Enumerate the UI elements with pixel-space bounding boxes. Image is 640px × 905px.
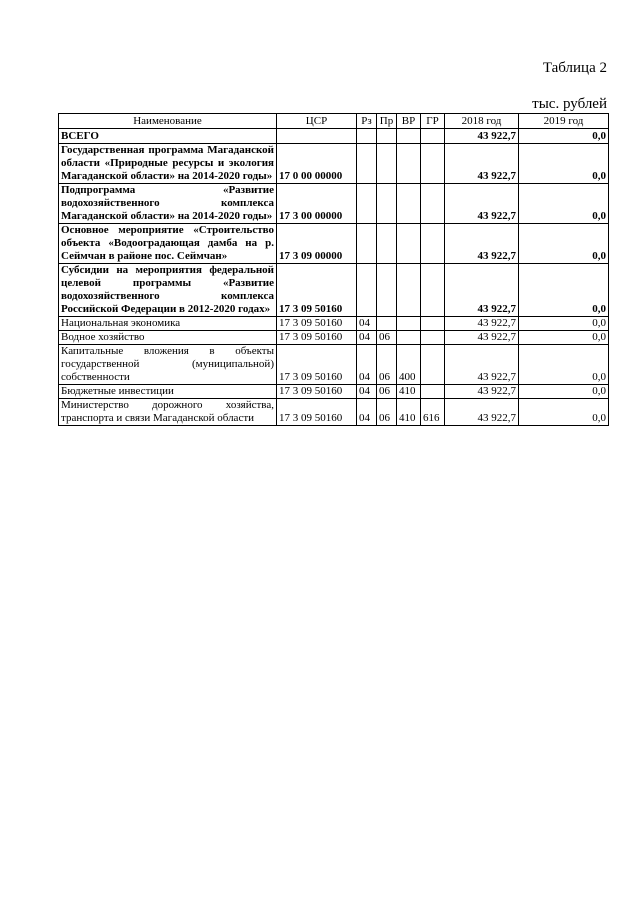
- cell-pr: 06: [377, 385, 397, 399]
- cell-y2019: 0,0: [519, 331, 609, 345]
- cell-csr: 17 3 09 50160: [277, 385, 357, 399]
- cell-vr: [397, 264, 421, 317]
- table-header-row: [59, 114, 609, 129]
- table-row: [59, 331, 609, 345]
- cell-rz: 04: [357, 331, 377, 345]
- cell-gr: [421, 331, 445, 345]
- cell-csr: 17 3 00 00000: [277, 184, 357, 224]
- cell-gr: [421, 317, 445, 331]
- table-row: [59, 144, 609, 184]
- cell-y2019: 0,0: [519, 317, 609, 331]
- cell-csr: 17 3 09 50160: [277, 345, 357, 385]
- cell-vr: [397, 129, 421, 144]
- col-header-rz: Рз: [357, 114, 377, 129]
- cell-rz: [357, 264, 377, 317]
- cell-rz: [357, 129, 377, 144]
- cell-rz: [357, 224, 377, 264]
- table-row: [59, 317, 609, 331]
- col-header-vr: ВР: [397, 114, 421, 129]
- cell-y2018: 43 922,7: [445, 129, 519, 144]
- cell-rz: [357, 144, 377, 184]
- cell-vr: [397, 331, 421, 345]
- cell-pr: [377, 184, 397, 224]
- cell-rz: [357, 184, 377, 224]
- cell-y2019: 0,0: [519, 184, 609, 224]
- cell-name: Основное мероприятие «Строительство объекта «Водооградающая дамба на р. Сеймчан в районе пос. Сеймчан»: [59, 224, 277, 264]
- table-row: [59, 184, 609, 224]
- cell-y2018: 43 922,7: [445, 345, 519, 385]
- cell-rz: 04: [357, 385, 377, 399]
- units-label: тыс. рублей: [532, 96, 607, 112]
- cell-csr: [277, 129, 357, 144]
- table-row: [59, 345, 609, 385]
- cell-vr: 410: [397, 399, 421, 426]
- cell-name: Государственная программа Магаданской области «Природные ресурсы и экология Магаданской области» на 2014-2020 годы»: [59, 144, 277, 184]
- cell-y2018: 43 922,7: [445, 224, 519, 264]
- cell-gr: [421, 264, 445, 317]
- col-header-gr: ГР: [421, 114, 445, 129]
- cell-gr: [421, 184, 445, 224]
- cell-csr: 17 3 09 00000: [277, 224, 357, 264]
- cell-csr: 17 0 00 00000: [277, 144, 357, 184]
- cell-gr: [421, 129, 445, 144]
- cell-vr: [397, 317, 421, 331]
- col-header-pr: Пр: [377, 114, 397, 129]
- cell-csr: 17 3 09 50160: [277, 399, 357, 426]
- cell-pr: 06: [377, 399, 397, 426]
- cell-y2018: 43 922,7: [445, 264, 519, 317]
- cell-pr: 06: [377, 331, 397, 345]
- cell-pr: [377, 264, 397, 317]
- cell-y2018: 43 922,7: [445, 331, 519, 345]
- cell-pr: [377, 317, 397, 331]
- cell-pr: [377, 224, 397, 264]
- cell-vr: 410: [397, 385, 421, 399]
- table-row: [59, 224, 609, 264]
- cell-csr: 17 3 09 50160: [277, 264, 357, 317]
- cell-y2019: 0,0: [519, 144, 609, 184]
- cell-y2018: 43 922,7: [445, 399, 519, 426]
- cell-name: Субсидии на мероприятия федеральной целевой программы «Развитие водохозяйственного комплекса Российской Федерации в 2012-2020 годах»: [59, 264, 277, 317]
- cell-y2019: 0,0: [519, 385, 609, 399]
- cell-pr: [377, 144, 397, 184]
- cell-name: ВСЕГО: [59, 129, 277, 144]
- table-caption: Таблица 2: [542, 60, 607, 76]
- col-header-name: Наименование: [59, 114, 277, 129]
- cell-y2019: 0,0: [519, 399, 609, 426]
- cell-name: Водное хозяйство: [59, 331, 277, 345]
- col-header-2018: 2018 год: [445, 114, 519, 129]
- cell-y2019: 0,0: [519, 224, 609, 264]
- table-row: [59, 399, 609, 426]
- cell-y2018: 43 922,7: [445, 317, 519, 331]
- cell-y2018: 43 922,7: [445, 144, 519, 184]
- table-row: [59, 264, 609, 317]
- cell-csr: 17 3 09 50160: [277, 317, 357, 331]
- cell-name: Подпрограмма «Развитие водохозяйственного комплекса Магаданской области» на 2014-2020 годы»: [59, 184, 277, 224]
- table-row: [59, 129, 609, 144]
- cell-rz: 04: [357, 345, 377, 385]
- cell-y2019: 0,0: [519, 129, 609, 144]
- cell-pr: [377, 129, 397, 144]
- budget-table: [58, 113, 609, 426]
- cell-pr: 06: [377, 345, 397, 385]
- cell-gr: [421, 345, 445, 385]
- cell-y2019: 0,0: [519, 264, 609, 317]
- col-header-csr: ЦСР: [277, 114, 357, 129]
- cell-y2019: 0,0: [519, 345, 609, 385]
- cell-gr: 616: [421, 399, 445, 426]
- cell-vr: [397, 184, 421, 224]
- cell-vr: 400: [397, 345, 421, 385]
- cell-name: Министерство дорожного хозяйства, транспорта и связи Магаданской области: [59, 399, 277, 426]
- cell-y2018: 43 922,7: [445, 385, 519, 399]
- cell-vr: [397, 224, 421, 264]
- cell-gr: [421, 224, 445, 264]
- table-row: [59, 385, 609, 399]
- cell-rz: 04: [357, 399, 377, 426]
- cell-name: Бюджетные инвестиции: [59, 385, 277, 399]
- col-header-2019: 2019 год: [519, 114, 609, 129]
- cell-y2018: 43 922,7: [445, 184, 519, 224]
- cell-gr: [421, 144, 445, 184]
- cell-vr: [397, 144, 421, 184]
- cell-name: Национальная экономика: [59, 317, 277, 331]
- cell-csr: 17 3 09 50160: [277, 331, 357, 345]
- cell-rz: 04: [357, 317, 377, 331]
- cell-name: Капитальные вложения в объекты государственной (муниципальной) собственности: [59, 345, 277, 385]
- cell-gr: [421, 385, 445, 399]
